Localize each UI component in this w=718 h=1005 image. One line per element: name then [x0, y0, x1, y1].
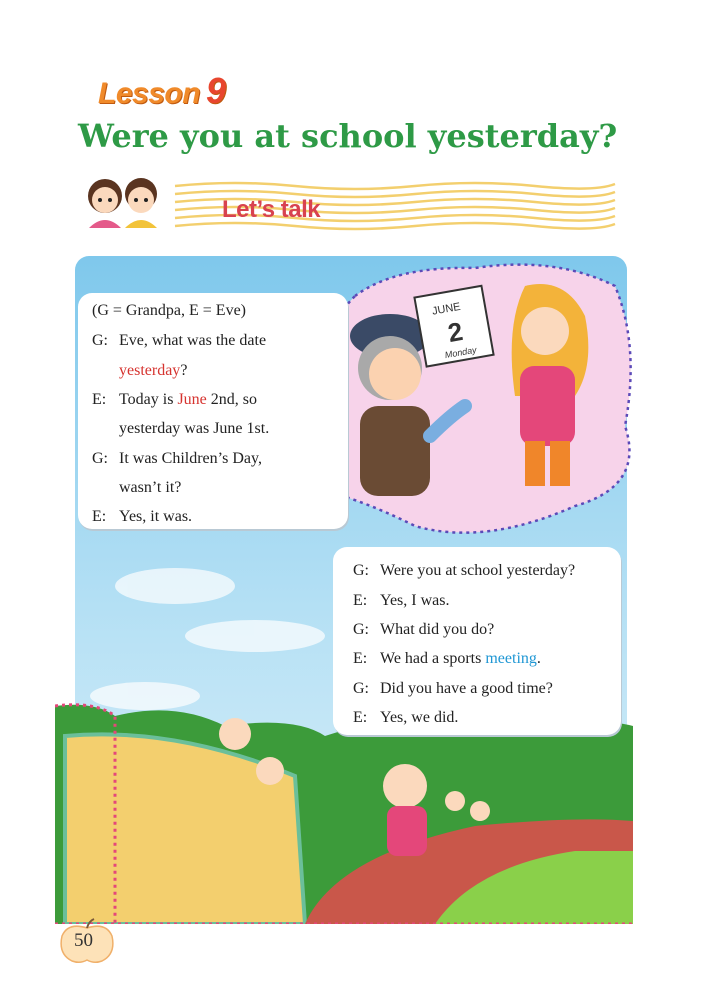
dialog-box-1: (G = Grandpa, E = Eve) G: Eve, what was the date yesterday? E: Today is June 2nd, so yesterday was June 1st. G: It was Children’s Day, wasn’t it? E: Yes, it was.: [78, 293, 348, 529]
calendar-month: JUNE: [431, 300, 462, 318]
lesson-title: Were you at school yesterday?: [78, 117, 618, 155]
lesson-number: 9: [206, 70, 226, 111]
section-title: Let’s talk: [222, 196, 321, 223]
lesson-word: Lesson: [98, 77, 201, 110]
calendar-icon: [414, 286, 493, 367]
keyword-yesterday: yesterday: [119, 362, 181, 379]
calendar-day: 2: [445, 316, 466, 349]
section-banner: [75, 170, 620, 236]
dialogue-key: (G = Grandpa, E = Eve): [92, 302, 246, 319]
lesson-label: [98, 70, 226, 112]
kids-icon: [88, 178, 157, 228]
keyword-june: June: [177, 391, 207, 408]
calendar-weekday: Monday: [444, 344, 478, 361]
page-number: 50: [74, 930, 93, 951]
dialog-box-2: G: Were you at school yesterday? E: Yes, I was. G: What did you do? E: We had a sports meeting. G: Did you have a good time? E: Yes, we did.: [333, 547, 621, 735]
keyword-meeting: meeting: [485, 650, 537, 667]
